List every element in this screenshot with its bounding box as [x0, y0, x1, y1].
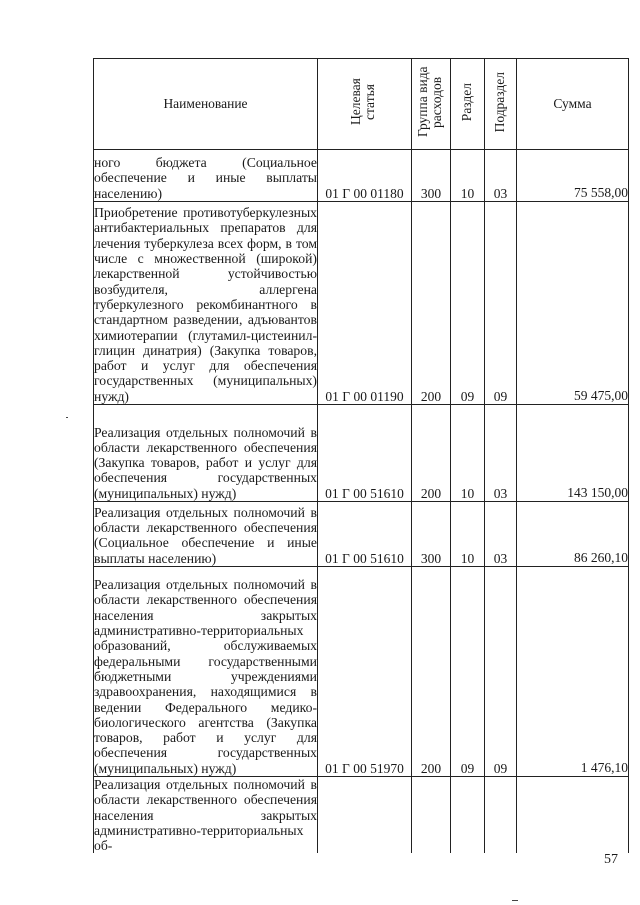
header-expense-group-label: Группа вида расходов — [415, 66, 445, 138]
row-name: ного бюджета (Социальное обеспечение и иные выплаты населению) — [94, 150, 318, 202]
row-subsection: 09 — [485, 567, 517, 777]
row-section: 09 — [451, 202, 485, 405]
row-group: 200 — [412, 405, 451, 502]
header-expense-group — [412, 59, 451, 150]
table-row — [94, 502, 629, 567]
row-subsection — [485, 777, 517, 854]
scan-speck — [66, 417, 68, 418]
row-subsection: 09 — [485, 202, 517, 405]
header-name: Наименование — [94, 59, 318, 150]
row-group: 300 — [412, 502, 451, 567]
row-group — [412, 777, 451, 854]
header-subsection — [485, 59, 517, 150]
header-sum: Сумма — [517, 59, 629, 150]
row-group: 200 — [412, 202, 451, 405]
header-section — [451, 59, 485, 150]
row-name: Приобретение противотуберкулезных антибактериальных препаратов для лечения туберкулеза всех форм, в том числе с множественной (широкой) лекарственной устойчивостью возбудителя, аллергена туберкулезного рекомбинантного в стандартном разведении, адъювантов химиотерапии (глутамил-цистеинил-глицин динатрия) (Закупка товаров, работ и услуг для обеспечения государственных (муниципальных) нужд) — [94, 202, 318, 405]
row-target: 01 Г 00 51970 — [318, 567, 412, 777]
row-target: 01 Г 00 01180 — [318, 150, 412, 202]
row-group: 200 — [412, 567, 451, 777]
row-sum: 143 150,00 — [517, 405, 629, 502]
row-name: Реализация отдельных полномочий в области лекарственного обеспечения населения закрытых административно-территориальных об- — [94, 777, 317, 854]
row-name: Реализация отдельных полномочий в области лекарственного обеспечения населения закрытых административно-территориальных образований, обслуживаемых федеральными государственными бюджетными учреждениями здравоохранения, находящимися в ведении Федерального медико-биологического агентства (Закупка товаров, работ и услуг для обеспечения государственных (муниципальных) нужд) — [94, 567, 318, 777]
page-number: 57 — [604, 852, 618, 867]
header-target-article — [318, 59, 412, 150]
row-subsection: 03 — [485, 405, 517, 502]
row-sum: 59 475,00 — [517, 202, 629, 405]
row-name: Реализация отдельных полномочий в области лекарственного обеспечения (Социальное обеспечение и иные выплаты населению) — [94, 502, 318, 567]
row-subsection: 03 — [485, 502, 517, 567]
table-row — [94, 202, 629, 405]
row-target: 01 Г 00 51610 — [318, 502, 412, 567]
row-target — [318, 777, 412, 854]
row-sum: 86 260,10 — [517, 502, 629, 567]
row-name: Реализация отдельных полномочий в области лекарственного обеспечения (Закупка товаров, работ и услуг для обеспечения государственных (муниципальных) нужд) — [94, 405, 318, 502]
row-sum — [517, 777, 629, 854]
row-section: 09 — [451, 567, 485, 777]
row-target: 01 Г 00 51610 — [318, 405, 412, 502]
table-header-row — [94, 59, 629, 150]
table-row — [94, 777, 629, 854]
scan-speck — [512, 900, 518, 901]
row-group: 300 — [412, 150, 451, 202]
budget-table — [93, 58, 629, 853]
header-subsection-label: Подраздел — [492, 71, 508, 133]
table-row — [94, 405, 629, 502]
row-sum: 75 558,00 — [517, 150, 629, 202]
row-subsection: 03 — [485, 150, 517, 202]
row-section — [451, 777, 485, 854]
table-row — [94, 150, 629, 202]
row-section: 10 — [451, 405, 485, 502]
table-row — [94, 567, 629, 777]
header-target-article-label: Целевая статья — [347, 78, 377, 126]
row-section: 10 — [451, 502, 485, 567]
row-target: 01 Г 00 01190 — [318, 202, 412, 405]
row-sum: 1 476,10 — [517, 567, 629, 777]
header-section-label: Раздел — [459, 82, 475, 122]
row-section: 10 — [451, 150, 485, 202]
